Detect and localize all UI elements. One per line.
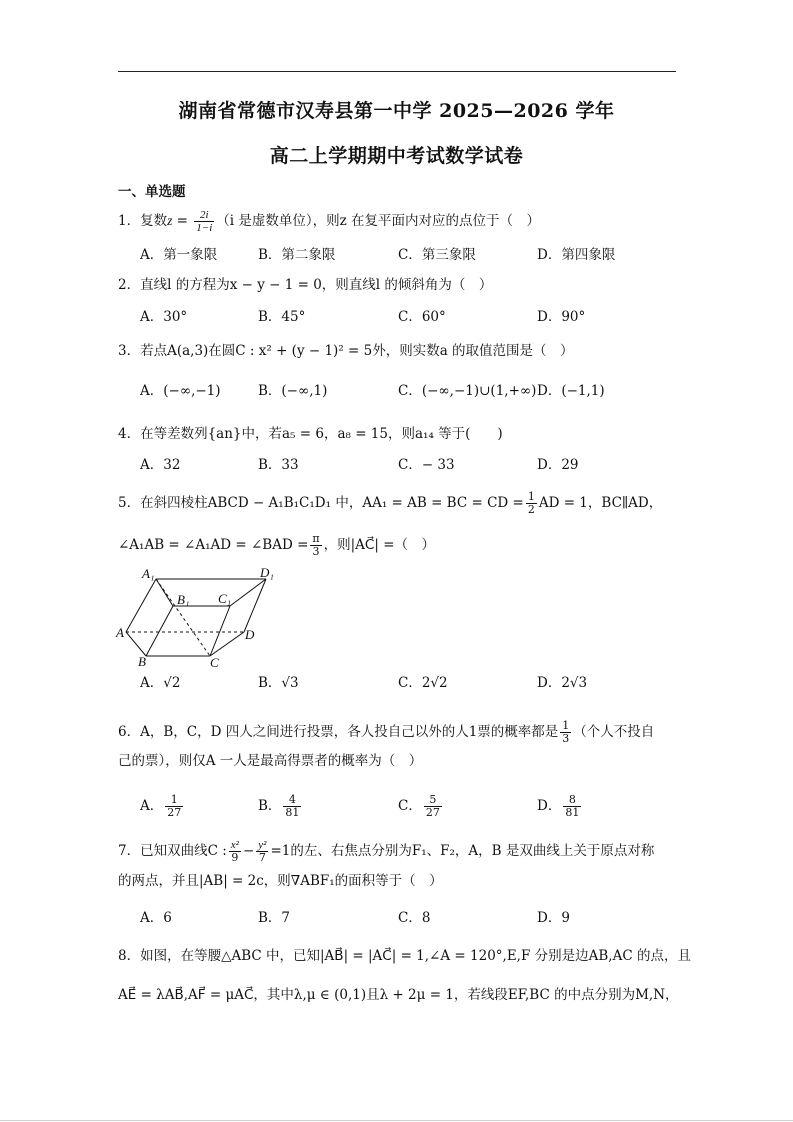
question-3-stem: 3．若点A(a,3)在圆C : x² + (y − 1)² = 5外，则实数a 的取值范围是（ ） xyxy=(118,343,574,359)
label-b1: B₁ xyxy=(177,592,190,607)
fraction: $\frac{\text{x²}}{9}$ xyxy=(230,839,239,864)
question-5-stem-line2: ∠A₁AB = ∠A₁AD = ∠BAD = $\frac{\pi}{3}$ ，则|AC⃗| =（ ） xyxy=(118,532,435,558)
q6-option-b: B． $\frac{4}{81}$ xyxy=(258,793,300,819)
q4-option-a: A．32 xyxy=(140,457,181,473)
label-c: C xyxy=(210,655,219,670)
question-1-stem: 1．复数z = $\frac{2i}{1-i}$ （i 是虚数单位），则z 在复平面内对应的点位于（ ） xyxy=(118,209,541,234)
q6-option-d: D． $\frac{8}{81}$ xyxy=(537,793,580,819)
fraction: $\frac{\text{y²}}{7}$ xyxy=(258,839,267,864)
q5-option-c: C．2√2 xyxy=(398,675,448,691)
page-bottom-edge xyxy=(0,1120,793,1121)
q3-option-d: D．(−1,1) xyxy=(537,383,605,399)
exam-title-line2: 高二上学期期中考试数学试卷 xyxy=(269,145,524,167)
question-6-stem-line1: 6．A，B，C，D 四人之间进行投票，各人投自己以外的人1票的概率都是 $\frac{1}{3}$ （个人不投自 xyxy=(118,719,655,745)
edge-ab xyxy=(126,632,146,656)
label-d: D xyxy=(245,627,255,642)
q1-option-d: D．第四象限 xyxy=(537,247,616,263)
top-rule xyxy=(118,71,676,72)
q7-option-b: B．7 xyxy=(258,910,291,926)
q4-option-c: C．− 33 xyxy=(398,457,455,473)
q5-option-d: D．2√3 xyxy=(537,675,588,691)
q2-option-a: A．30° xyxy=(140,309,188,325)
label-c1: C₁ xyxy=(218,591,232,606)
question-8-stem-line2: AE⃗ = λAB⃗,AF⃗ = μAC⃗，其中λ,μ ∈ (0,1)且λ + 2μ = 1，若线段EF,BC 的中点分别为M,N， xyxy=(118,987,679,1003)
q1-option-c: C．第三象限 xyxy=(398,247,476,263)
q2-option-b: B．45° xyxy=(258,309,306,325)
question-4-stem: 4．在等差数列{an}中，若a₅ = 6，a₈ = 15，则a₁₄ 等于( ) xyxy=(118,426,503,442)
q2-option-c: C．60° xyxy=(398,309,446,325)
q5-option-b: B．√3 xyxy=(258,675,299,691)
q3-option-c: C．(−∞,−1)∪(1,+∞) xyxy=(398,383,537,399)
question-8-stem-line1: 8．如图，在等腰△ABC 中，已知|AB⃗| = |AC⃗| = 1,∠A = 120°,E,F 分别是边AB,AC 的点，且 xyxy=(118,948,691,964)
q7-option-d: D．9 xyxy=(537,910,570,926)
q6-option-a: A． $\frac{1}{27}$ xyxy=(140,793,182,819)
question-7-stem-line1: 7．已知双曲线C : $\frac{\text{x²}}{9}$ − $\frac{\text{y²}}{7}$ =1的左、右焦点分别为F₁、F₂，A，B 是双曲线上关于原点对称 xyxy=(118,839,655,864)
q3-option-a: A．(−∞,−1) xyxy=(140,383,221,399)
edge-bb1 xyxy=(146,606,173,656)
label-a1: A₁ xyxy=(142,566,155,581)
label-d1: D₁ xyxy=(260,565,274,580)
section-heading: 一、单选题 xyxy=(118,184,186,200)
q6-option-c: C． $\frac{5}{27}$ xyxy=(398,793,440,819)
q4-option-d: D．29 xyxy=(537,457,579,473)
question-5-stem-line1: 5．在斜四棱柱ABCD − A₁B₁C₁D₁ 中，AA₁ = AB = BC = CD = $\frac{1}{2}$ AD = 1，BC∥AD， xyxy=(118,490,663,516)
question-6-stem-line2: 己的票），则仅A 一人是最高得票者的概率为（ ） xyxy=(118,753,423,769)
question-7-stem-line2: 的两点，并且|AB| = 2c，则∇ABF₁的面积等于（ ） xyxy=(118,873,443,889)
q3-option-b: B．(−∞,1) xyxy=(258,383,328,399)
q4-option-b: B．33 xyxy=(258,457,299,473)
q1-option-a: A．第一象限 xyxy=(140,247,218,263)
diagonal-a1c xyxy=(156,579,210,656)
exam-title-line1: 湖南省常德市汉寿县第一中学 2025—2026 学年 xyxy=(178,100,615,122)
fraction: $\frac{\pi}{3}$ xyxy=(312,532,320,558)
fraction: $\frac{1}{3}$ xyxy=(562,719,570,745)
edge-a1b1 xyxy=(156,579,173,606)
label-a: A xyxy=(116,625,124,640)
fraction: $\frac{1}{2}$ xyxy=(527,490,535,516)
q7-option-c: C．8 xyxy=(398,910,431,926)
question-2-stem: 2．直线l 的方程为x − y − 1 = 0，则直线l 的倾斜角为（ ） xyxy=(118,277,493,293)
q1-option-b: B．第二象限 xyxy=(258,247,336,263)
edge-aa1 xyxy=(126,579,156,632)
q5-option-a: A．√2 xyxy=(140,675,181,691)
oblique-prism-figure xyxy=(118,562,288,672)
fraction: $\frac{2i}{1-i}$ xyxy=(196,209,213,234)
q2-option-d: D．90° xyxy=(537,309,586,325)
label-b: B xyxy=(138,654,146,669)
q7-option-a: A．6 xyxy=(140,910,172,926)
